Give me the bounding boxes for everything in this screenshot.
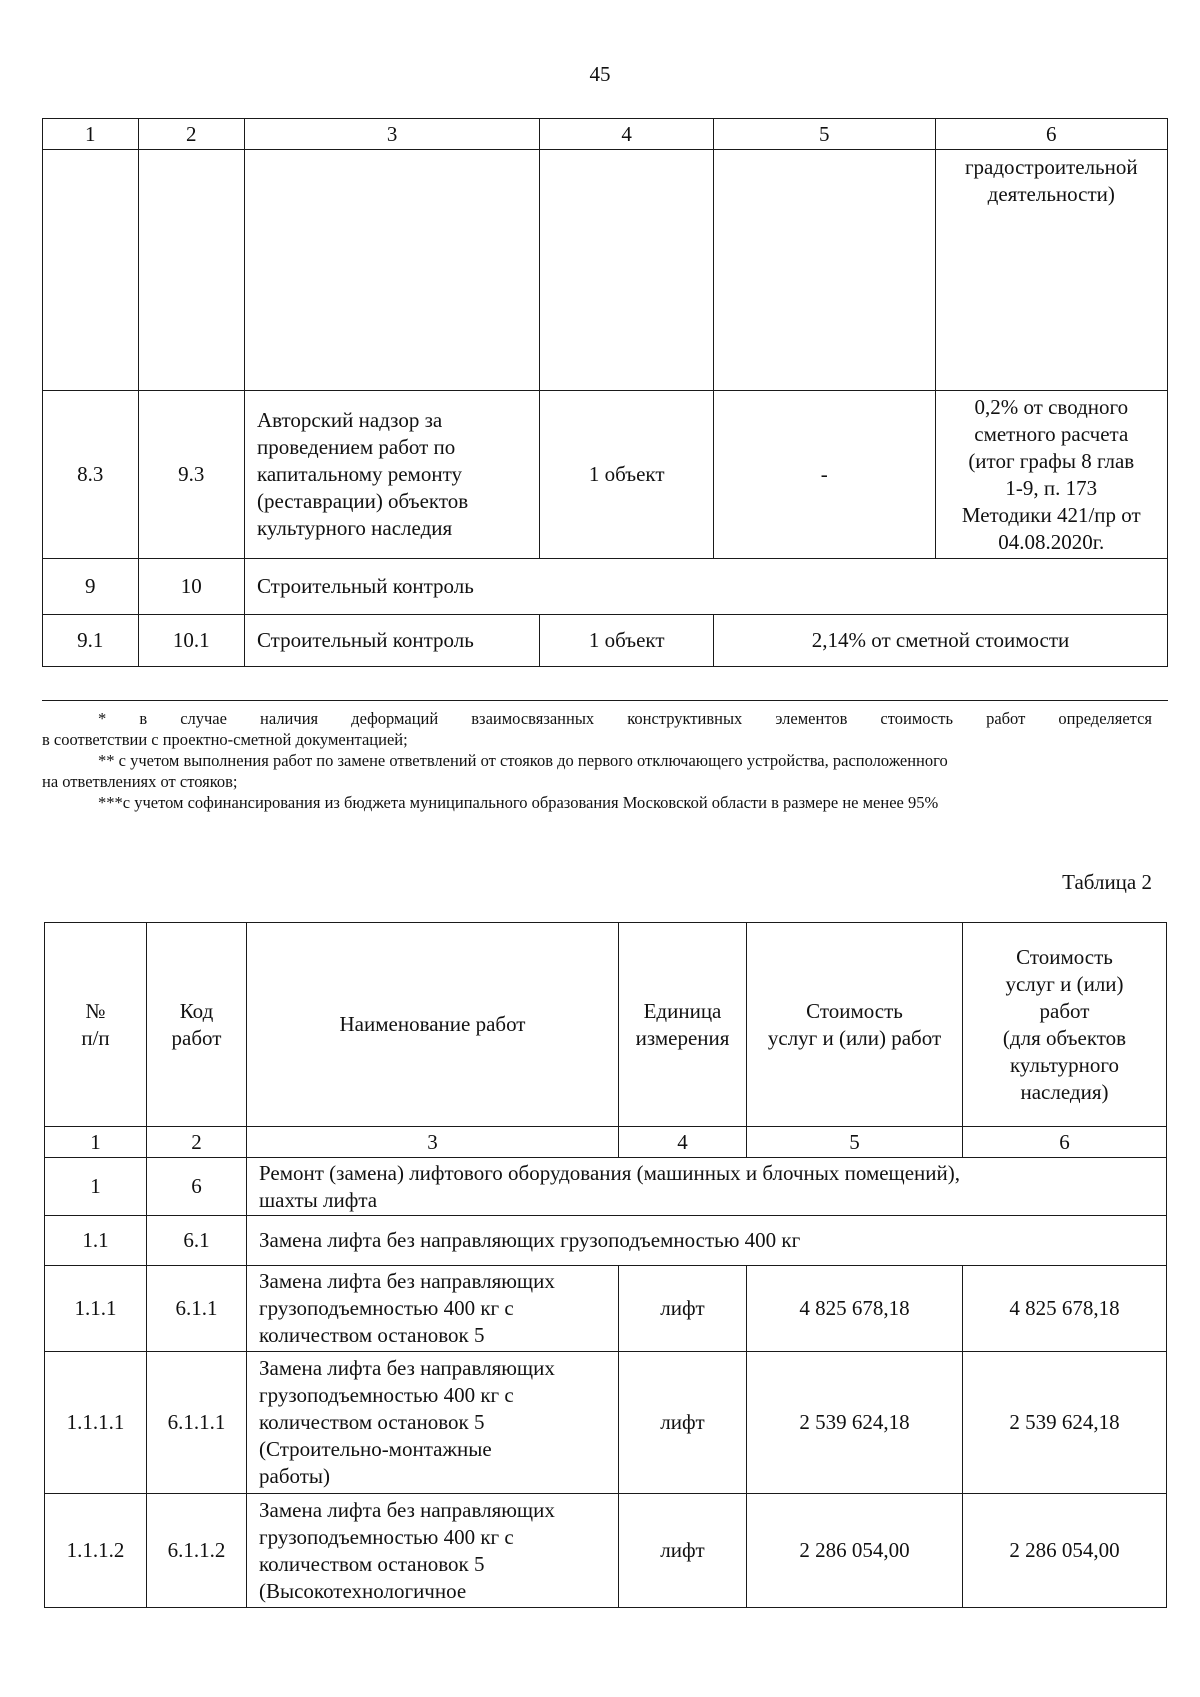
footnote-1-cont: в соответствии с проектно-сметной документацией; — [42, 730, 408, 749]
colnum: 3 — [244, 119, 539, 150]
work-code: 6.1.1 — [147, 1266, 247, 1352]
colnum: 6 — [935, 119, 1167, 150]
table-1-column-numbers — [43, 119, 1168, 150]
unit: лифт — [619, 1266, 747, 1352]
unit: лифт — [619, 1352, 747, 1494]
cost: 2 286 054,00 — [747, 1494, 963, 1608]
footnotes — [42, 708, 1152, 813]
section-title: Ремонт (замена) лифтового оборудования (машинных и блочных помещений), шахты лифта — [247, 1158, 1167, 1216]
page-number: 45 — [589, 62, 611, 86]
table-row — [45, 1158, 1167, 1216]
colnum: 6 — [963, 1127, 1167, 1158]
footnote-3: ***с учетом софинансирования из бюджета муниципального образования Московской области в размере не менее 95% — [98, 793, 939, 812]
table-row — [45, 1494, 1167, 1608]
work-code: 10 — [138, 559, 244, 615]
cost: 2 539 624,18 — [747, 1352, 963, 1494]
cost: - — [714, 391, 936, 559]
table-row-continuation — [43, 150, 1168, 391]
footnote-1: * в случае наличия деформаций взаимосвязанных конструктивных элементов стоимость работ определяется — [98, 709, 1152, 728]
unit: лифт — [619, 1494, 747, 1608]
work-code: 9.3 — [138, 391, 244, 559]
unit: 1 объект — [540, 391, 714, 559]
header-name: Наименование работ — [247, 923, 619, 1127]
work-code: 6.1 — [147, 1216, 247, 1266]
table-row — [45, 1352, 1167, 1494]
colnum: 1 — [43, 119, 139, 150]
work-name: Замена лифта без направляющих грузоподъемностью 400 кг с количеством остановок 5 (Высокотехнологичное — [247, 1494, 619, 1608]
table-row — [43, 615, 1168, 667]
colnum: 4 — [540, 119, 714, 150]
work-name: Замена лифта без направляющих грузоподъемностью 400 кг с количеством остановок 5 — [247, 1266, 619, 1352]
section-title: Замена лифта без направляющих грузоподъемностью 400 кг — [247, 1216, 1167, 1266]
cost-heritage: 4 825 678,18 — [963, 1266, 1167, 1352]
unit: 1 объект — [540, 615, 714, 667]
table-row — [43, 391, 1168, 559]
section-title: Строительный контроль — [244, 559, 1167, 615]
work-code: 10.1 — [138, 615, 244, 667]
row-number: 1.1.1.1 — [45, 1352, 147, 1494]
table-1 — [42, 118, 1168, 667]
table-row — [45, 1266, 1167, 1352]
table-2-caption: Таблица 2 — [1062, 870, 1152, 894]
cost: 2,14% от сметной стоимости — [714, 615, 1168, 667]
table-row — [45, 1216, 1167, 1266]
work-name: Строительный контроль — [244, 615, 539, 667]
cost-heritage: 0,2% от сводного сметного расчета (итог графы 8 глав 1-9, п. 173 Методики 421/пр от 04.08.2020г. — [935, 391, 1167, 559]
footnote-2-cont: на ответвлениях от стояков; — [42, 772, 238, 791]
footnote-2: ** с учетом выполнения работ по замене ответвлений от стояков до первого отключающего устройства, расположенного — [98, 751, 948, 770]
work-code: 6.1.1.2 — [147, 1494, 247, 1608]
colnum: 2 — [138, 119, 244, 150]
table-row — [43, 559, 1168, 615]
continued-cell: градостроительной деятельности) — [935, 150, 1167, 391]
cost: 4 825 678,18 — [747, 1266, 963, 1352]
row-number: 9.1 — [43, 615, 139, 667]
row-number: 1.1.1 — [45, 1266, 147, 1352]
cost-heritage: 2 539 624,18 — [963, 1352, 1167, 1494]
colnum: 4 — [619, 1127, 747, 1158]
row-number: 1.1.1.2 — [45, 1494, 147, 1608]
colnum: 1 — [45, 1127, 147, 1158]
header-unit: Единица измерения — [619, 923, 747, 1127]
cost-heritage: 2 286 054,00 — [963, 1494, 1167, 1608]
work-code: 6 — [147, 1158, 247, 1216]
work-code: 6.1.1.1 — [147, 1352, 247, 1494]
colnum: 5 — [714, 119, 936, 150]
row-number: 1.1 — [45, 1216, 147, 1266]
colnum: 5 — [747, 1127, 963, 1158]
table-2 — [44, 922, 1167, 1608]
header-cost: Стоимость услуг и (или) работ — [747, 923, 963, 1127]
row-number: 9 — [43, 559, 139, 615]
table-2-header — [45, 923, 1167, 1127]
row-number: 1 — [45, 1158, 147, 1216]
footnote-divider — [42, 700, 1168, 701]
row-number: 8.3 — [43, 391, 139, 559]
header-cost-heritage: Стоимость услуг и (или) работ (для объектов культурного наследия) — [963, 923, 1167, 1127]
table-2-column-numbers — [45, 1127, 1167, 1158]
colnum: 3 — [247, 1127, 619, 1158]
header-number: № п/п — [45, 923, 147, 1127]
work-name: Авторский надзор за проведением работ по капитальному ремонту (реставрации) объектов культурного наследия — [244, 391, 539, 559]
header-code: Код работ — [147, 923, 247, 1127]
work-name: Замена лифта без направляющих грузоподъемностью 400 кг с количеством остановок 5 (Строительно-монтажные работы) — [247, 1352, 619, 1494]
colnum: 2 — [147, 1127, 247, 1158]
